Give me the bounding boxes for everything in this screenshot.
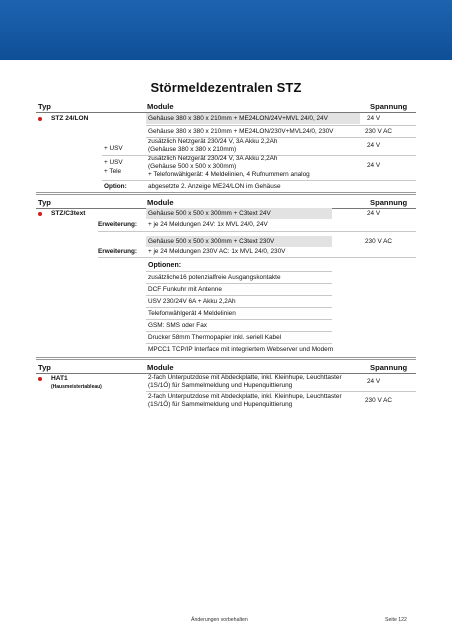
row-divider — [146, 271, 332, 272]
module-text-line: (1S/1Ö) für Sammelmeldung und Hupenquittierung — [148, 382, 293, 389]
option-label-tele: + Tele — [104, 168, 122, 175]
voltage-value: 24 V — [367, 142, 381, 149]
module-text-line: (Gehäuse 380 x 380 x 210mm) — [148, 146, 237, 153]
option-item: zusätzliche16 potenzialfreie Ausgangskontakte — [148, 274, 281, 281]
module-text-line: 2-fach Unterputzdose mit Abdeckplatte, inkl. Kleinhupe, Leuchttaster — [148, 393, 342, 400]
footer-note: Änderungen vorbehalten — [191, 617, 248, 623]
module-text: Gehäuse 380 x 380 x 210mm + ME24LON/24V+MVL 24/0, 24V — [148, 115, 328, 122]
voltage-value: 24 V — [367, 162, 381, 169]
bullet-icon — [38, 377, 42, 381]
type-stz-24-lon: STZ 24/LON — [51, 115, 89, 122]
row-divider — [146, 331, 332, 332]
module-text: Gehäuse 380 x 380 x 210mm + ME24LON/230V+MVL24/0, 230V — [148, 128, 334, 135]
section-separator — [36, 357, 416, 360]
type-hat1: HAT1 — [51, 375, 68, 382]
option-label: Option: — [104, 183, 127, 190]
module-text-line: (Gehäuse 500 x 500 x 300mm) — [148, 163, 237, 170]
row-divider — [102, 180, 416, 181]
extension-text: + je 24 Meldungen 230V AC: 1x MVL 24/0, 230V — [148, 248, 286, 255]
row-divider — [146, 307, 332, 308]
row-divider — [146, 319, 332, 320]
header-spannung: Spannung — [370, 363, 408, 372]
header-module: Module — [147, 363, 174, 372]
row-divider — [98, 257, 416, 258]
bullet-icon — [38, 212, 42, 216]
module-text: Gehäuse 500 x 500 x 300mm + C3text 230V — [148, 238, 275, 245]
module-text: Gehäuse 500 x 500 x 300mm + C3text 24V — [148, 210, 271, 217]
header-spannung: Spannung — [370, 102, 408, 111]
section-separator — [36, 192, 416, 195]
header-module: Module — [147, 102, 174, 111]
extension-text: + je 24 Meldungen 24V: 1x MVL 24/0, 24V — [148, 221, 268, 228]
table-header-1 — [36, 101, 416, 113]
header-typ: Typ — [38, 198, 51, 207]
option-item: USV 230/24V 6A + Akku 2,2Ah — [148, 298, 236, 305]
row-divider — [146, 283, 332, 284]
row-divider — [146, 343, 332, 344]
option-item: DCF Funkuhr mit Antenne — [148, 286, 222, 293]
row-divider — [146, 125, 416, 126]
option-item: MPCC1 TCP/IP Interface mit integriertem Webserver und Modem — [148, 346, 334, 353]
extension-label: Erweiterung: — [98, 221, 138, 228]
header-typ: Typ — [38, 102, 51, 111]
voltage-value: 230 V AC — [365, 397, 393, 404]
extension-label: Erweiterung: — [98, 248, 138, 255]
row-divider — [98, 231, 416, 232]
header-typ: Typ — [38, 363, 51, 372]
page-number: Seite 122 — [385, 617, 407, 623]
module-text-line: zusätzlich Netzgerät 230/24 V, 3A Akku 2,2Ah — [148, 138, 278, 145]
type-subtitle: (Hausmeistertableau) — [51, 384, 102, 390]
option-label-usv: + USV — [104, 159, 123, 166]
header-banner — [0, 0, 452, 60]
row-divider — [146, 295, 332, 296]
voltage-value: 24 V — [367, 378, 381, 385]
module-text-line: + Telefonwählgerät: 4 Meldelinien, 4 Rufnummern analog — [148, 171, 310, 178]
row-divider — [146, 391, 416, 392]
option-item: GSM: SMS oder Fax — [148, 322, 207, 329]
option-item: Telefonwählgerät 4 Meldelinien — [148, 310, 236, 317]
module-text-line: (1S/1Ö) für Sammelmeldung und Hupenquittierung — [148, 401, 293, 408]
bullet-icon — [38, 117, 42, 121]
header-spannung: Spannung — [370, 198, 408, 207]
type-stz-c3text: STZ/C3text — [51, 210, 86, 217]
voltage-value: 24 V — [367, 115, 381, 122]
voltage-value: 24 V — [367, 210, 381, 217]
voltage-value: 230 V AC — [365, 238, 393, 245]
option-item: Drucker 58mm Thermopapier inkl. seriell Kabel — [148, 334, 282, 341]
table-header-3 — [36, 362, 416, 374]
option-label-usv: + USV — [104, 145, 123, 152]
voltage-value: 230 V AC — [365, 128, 393, 135]
options-title: Optionen: — [148, 262, 182, 269]
module-text: abgesetzte 2. Anzeige ME24/LON im Gehäuse — [148, 183, 281, 190]
module-text-line: zusätzlich Netzgerät 230/24 V, 3A Akku 2,2Ah — [148, 155, 278, 162]
module-text-line: 2-fach Unterputzdose mit Abdeckplatte, inkl. Kleinhupe, Leuchttaster — [148, 374, 342, 381]
page-title: Störmeldezentralen STZ — [150, 80, 302, 95]
header-module: Module — [147, 198, 174, 207]
